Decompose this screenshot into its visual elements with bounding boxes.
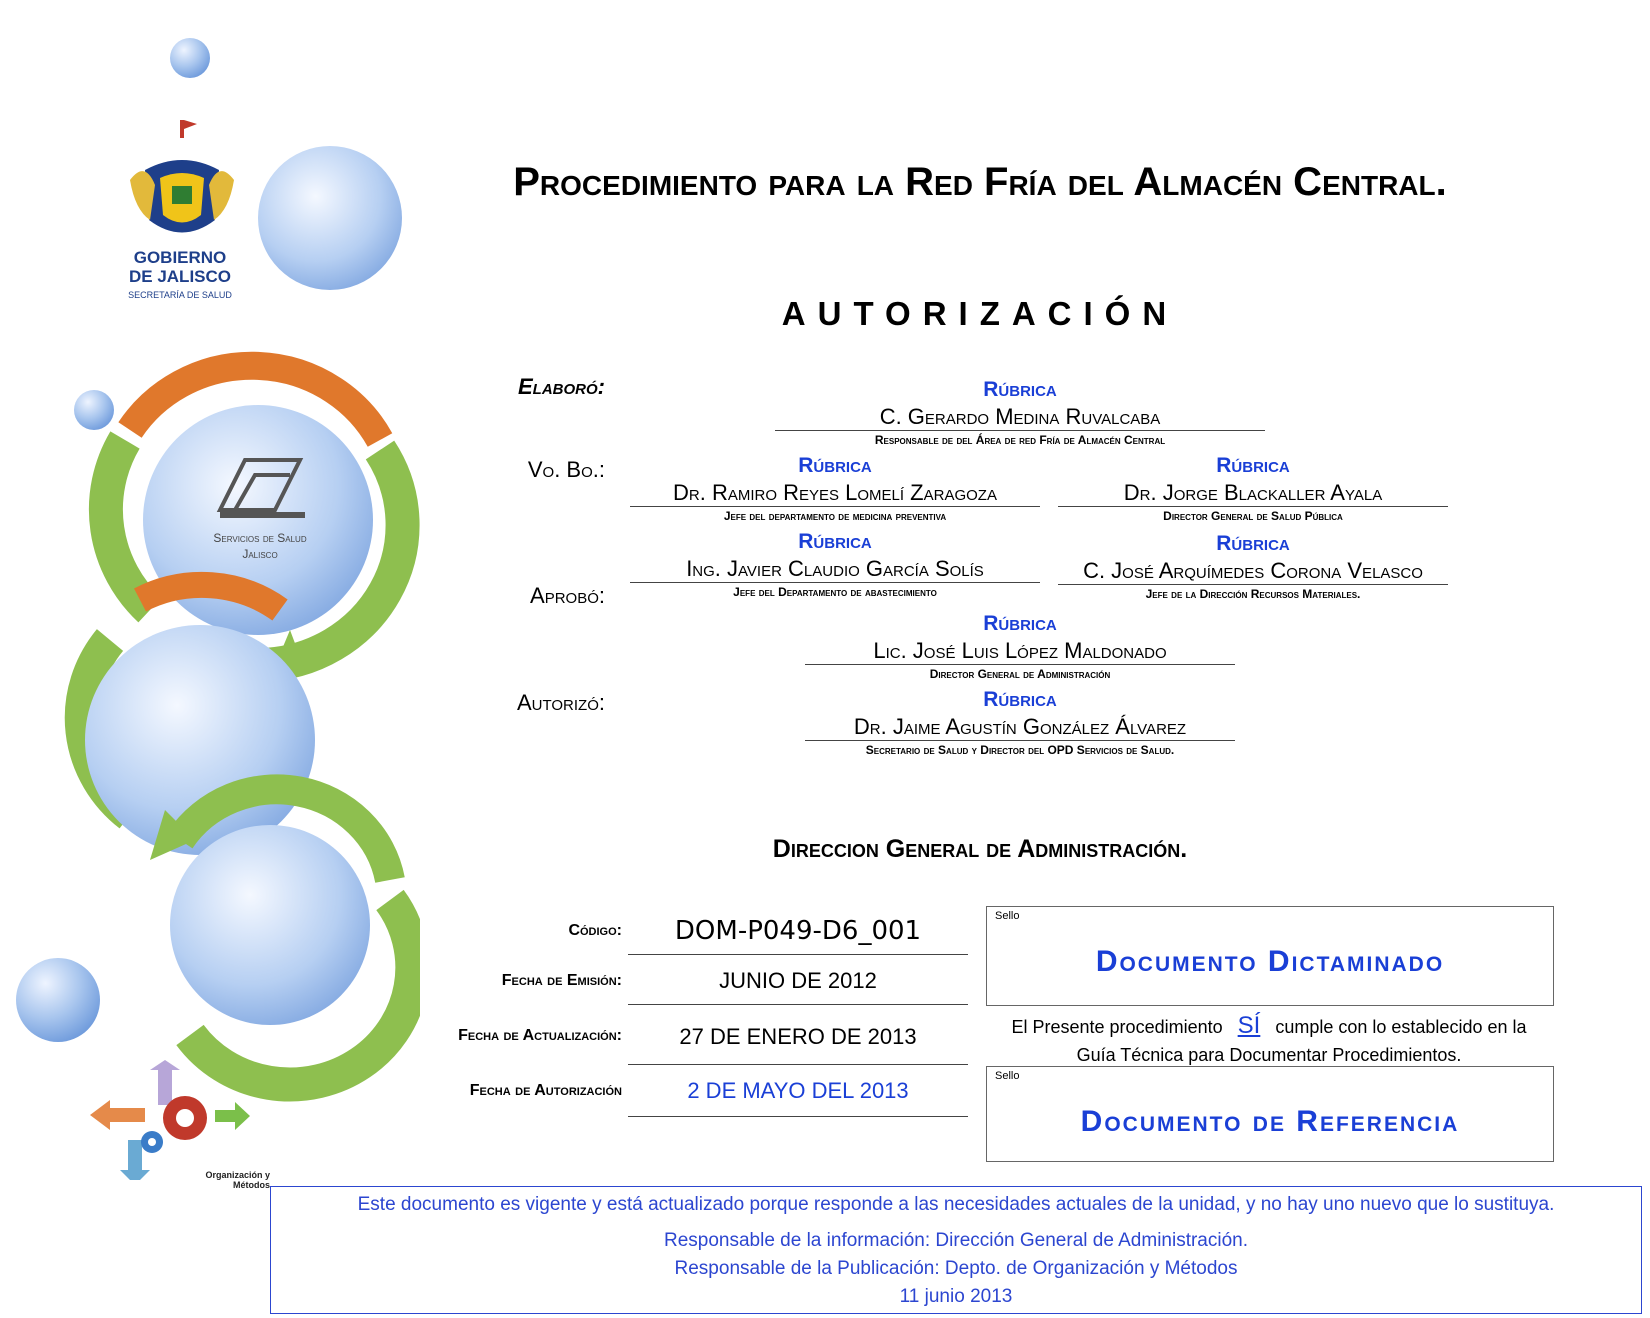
role-label-aprobo: Aprobó: bbox=[530, 583, 605, 608]
signatory-aprobo-right bbox=[1058, 532, 1448, 601]
ssj-logo-text bbox=[190, 530, 330, 562]
emision-line bbox=[628, 1004, 968, 1005]
signatory-name: Dr. Ramiro Reyes Lomelí Zaragoza bbox=[673, 480, 997, 505]
signatory-vobo-left bbox=[630, 454, 1040, 523]
sphere-decoration bbox=[74, 390, 114, 430]
codigo-value: DOM-P049-D6_001 bbox=[674, 916, 922, 946]
document-title: Procedimiento para la Red Fría del Almacén Central. bbox=[513, 160, 1447, 204]
stamp-dictaminado bbox=[986, 906, 1554, 1006]
compliance-text bbox=[986, 1012, 1552, 1069]
om-line2: Métodos bbox=[233, 1180, 270, 1190]
signatory-title: Jefe del departamento de medicina preventiva bbox=[723, 509, 947, 523]
footer-line2: Responsable de la información: Dirección General de Administración. bbox=[663, 1230, 1249, 1251]
ssj-line2: Jalisco bbox=[242, 547, 278, 561]
om-logo-text bbox=[140, 1170, 270, 1190]
gov-line3: SECRETARÍA DE SALUD bbox=[128, 290, 232, 300]
section-title: AUTORIZACIÓN bbox=[781, 295, 1179, 332]
signature-line bbox=[805, 664, 1235, 665]
codigo-line bbox=[628, 954, 968, 955]
footer-box bbox=[270, 1186, 1642, 1314]
rubric: Rúbrica bbox=[983, 612, 1057, 635]
signatory-aprobo-left bbox=[630, 530, 1040, 599]
signatory-autorizo bbox=[805, 688, 1235, 757]
footer-line3: Responsable de la Publicación: Depto. de Organización y Métodos bbox=[674, 1258, 1238, 1279]
sphere-decoration bbox=[16, 958, 100, 1042]
sphere-decoration bbox=[170, 38, 210, 78]
signature-line bbox=[805, 740, 1235, 741]
role-label-elaboro: Elaboró: bbox=[518, 374, 605, 399]
signatory-aprobo-center bbox=[805, 612, 1235, 681]
signatory-title: Responsable de del Área de red Fría de Almacén Central bbox=[874, 433, 1166, 447]
signatory-name: Ing. Javier Claudio García Solís bbox=[686, 556, 984, 581]
area-heading: Direccion General de Administración. bbox=[772, 835, 1188, 863]
role-label-vobo: Vo. Bo.: bbox=[527, 457, 605, 482]
stamp-referencia bbox=[986, 1066, 1554, 1162]
stamp-title: Documento de Referencia bbox=[1080, 1105, 1460, 1138]
actualizacion-line bbox=[628, 1064, 968, 1065]
signature-line bbox=[630, 506, 1040, 507]
gov-line2: DE JALISCO bbox=[128, 267, 232, 286]
jalisco-shield-icon bbox=[130, 120, 234, 233]
sphere-decoration bbox=[170, 825, 370, 1025]
compliance-line1 bbox=[986, 1012, 1552, 1041]
compliance-line2: Guía Técnica para Documentar Procedimientos. bbox=[1076, 1045, 1462, 1065]
signatory-title: Director General de Administración bbox=[929, 667, 1111, 681]
signatory-vobo-right bbox=[1058, 454, 1448, 523]
role-label-autorizo: Autorizó: bbox=[516, 690, 605, 715]
signatory-title: Secretario de Salud y Director del OPD Servicios de Salud. bbox=[865, 743, 1175, 757]
compliance-post: cumple con lo establecido en la bbox=[1275, 1017, 1527, 1037]
autorizacion-line bbox=[628, 1116, 968, 1117]
codigo-label: Código: bbox=[568, 922, 622, 939]
rubric: Rúbrica bbox=[1216, 532, 1290, 555]
footer-line4: 11 junio 2013 bbox=[899, 1286, 1013, 1307]
signature-line bbox=[630, 582, 1040, 583]
signatory-elaboro bbox=[775, 378, 1265, 447]
rubric: Rúbrica bbox=[983, 378, 1057, 401]
signatory-name: Lic. José Luis López Maldonado bbox=[873, 638, 1167, 663]
om-line1: Organización y bbox=[205, 1170, 270, 1180]
signatory-name: Dr. Jaime Agustín González Álvarez bbox=[853, 714, 1187, 739]
stamp-title: Documento Dictaminado bbox=[1095, 945, 1445, 978]
signatory-name: Dr. Jorge Blackaller Ayala bbox=[1123, 480, 1383, 505]
autorizacion-value: 2 DE MAYO DEL 2013 bbox=[687, 1078, 909, 1103]
compliance-yes: SÍ bbox=[1237, 1012, 1261, 1039]
signatory-name: C. Gerardo Medina Ruvalcaba bbox=[879, 404, 1161, 429]
rubric: Rúbrica bbox=[983, 688, 1057, 711]
sphere-decoration bbox=[258, 146, 402, 290]
autorizacion-label: Fecha de Autorización bbox=[469, 1082, 622, 1099]
emision-label: Fecha de Emisión: bbox=[501, 972, 622, 989]
actualizacion-value: 27 DE ENERO DE 2013 bbox=[679, 1024, 917, 1049]
signature-line bbox=[1058, 506, 1448, 507]
signature-line bbox=[775, 430, 1265, 431]
signatory-title: Director General de Salud Pública bbox=[1163, 509, 1343, 523]
gov-logo-text bbox=[110, 248, 250, 304]
rubric: Rúbrica bbox=[1216, 454, 1290, 477]
signatory-name: C. José Arquímedes Corona Velasco bbox=[1083, 558, 1423, 583]
signature-line bbox=[1058, 584, 1448, 585]
decorative-graphics bbox=[0, 0, 420, 1180]
gov-line1: GOBIERNO bbox=[133, 248, 227, 267]
actualizacion-label: Fecha de Actualización: bbox=[458, 1027, 622, 1044]
compliance-pre: El Presente procedimiento bbox=[1011, 1017, 1223, 1037]
signatory-title: Jefe de la Dirección Recursos Materiales. bbox=[1145, 587, 1361, 601]
rubric: Rúbrica bbox=[798, 454, 872, 477]
ssj-line1: Servicios de Salud bbox=[213, 531, 307, 545]
emision-value: JUNIO DE 2012 bbox=[719, 968, 877, 993]
signatory-title: Jefe del Departamento de abastecimiento bbox=[733, 585, 937, 599]
rubric: Rúbrica bbox=[798, 530, 872, 553]
stamp-label: Sello bbox=[995, 1070, 1020, 1082]
footer-line1: Este documento es vigente y está actualizado porque responde a las necesidades actuales de la unidad, y no hay uno nuevo que lo sustituya. bbox=[357, 1194, 1555, 1215]
stamp-label: Sello bbox=[995, 910, 1020, 922]
